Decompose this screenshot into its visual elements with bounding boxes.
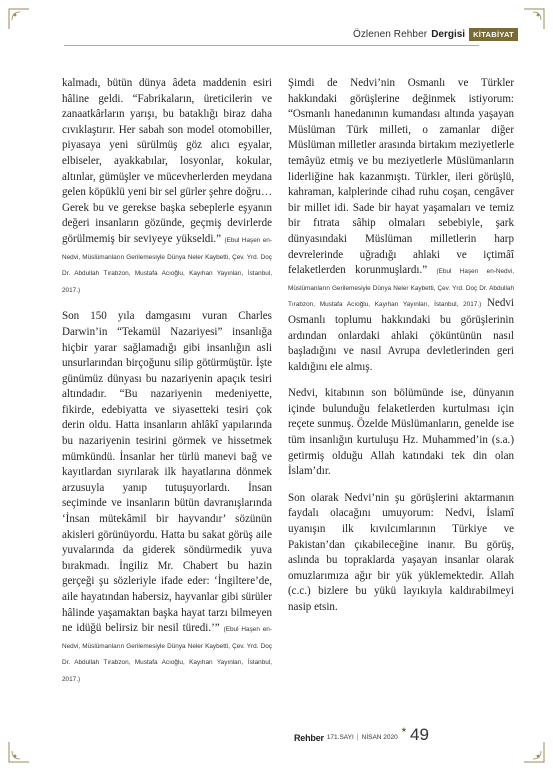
right-column [288, 76, 514, 627]
paragraph [62, 76, 272, 298]
corner-ornament-bottom-left-icon [8, 741, 30, 763]
issue-date: NİSAN 2020 [361, 734, 398, 741]
page-footer [294, 725, 429, 743]
paragraph [288, 76, 514, 375]
paragraph-text: kalmadı, bütün dünya âdeta maddenin esiri hâline geldi. “Fabrikaların, üreticilerin ve zanaatkârların yarışı, bu bataklığı biraz daha cıvıklaştırır. Her sabah son model otomobiller, piyasaya yeni sürülmüş göz alıcı eşyalar, elbiseler, ayakkabılar, losyonlar, kokular, altınlar, gümüşler ve mücevherlerden meydana gelen köpüklü yeni bir sel gürler şehre doğru… Gerek bu ve gerekse başka sebeplerle eşyanın değeri insanların gözünde, geçmiş devirlerde görülmemiş bir seviyeye yükseldi.” [62, 77, 272, 245]
footer-separator: | [356, 734, 359, 741]
citation: (Ebul Haşen en-Nedvi, Müslümanların Gerilemesiyle Dünya Neler Kaybetti, Çev. Yrd. Doç Dr. Abdullah Tırabzon, Mustafa Acıoğlu, Kayıhan Yayınları, İstanbul, 2017.) [288, 268, 515, 309]
paragraph-text: Son 150 yıla damgasını vuran Charles Darwin’in “Tekamül Nazariyesi” insanlığa hiçbir yarar sağlamadığı gibi insanlığın asli unsurlarından birçoğunu silip götürmüştür. İşte günümüz dünyası bu nazariyenin apaçık tesiri altındadır. “Bu nazariyenin medeniyette, fikirde, edebiyatta ve siyasetteki tesiri çok derin oldu. Hatta insanların ahlâkî yapılarında bu nazariyenin tesirini görmek ve hissetmek mümkündü. İnsanlar her türlü manevi bağ ve kayıtlardan sıyrılarak ilk hayatlarına dönmek arzusuyla yanıp tutuşuyorlardı. İnsan seçiminde ve insanların bütün davranışlarında ‘İnsan mütekâmil bir hayvandır’ sözünün akisleri görünüyordu. Hatta bu sakat görüş aile yuvalarında da giderek söndürmedik yuva bırakmadı. İngiliz Mr. Chabert bu hazin gerçeği şu sözleriyle ifade eder: ‘İngiltere’de, aile hayatından habersiz, hayvanlar gibi sürüler hâlinde yaşamaktan başka hayat tarzı bilmeyen ne idüğü belirsiz bir nesil türedi.’” [62, 310, 272, 635]
page-number: 49 [410, 725, 429, 744]
corner-ornament-top-left-icon [8, 8, 30, 30]
magazine-name: Özlenen Rehber [352, 28, 428, 40]
issue-number: 171.SAYI [326, 734, 354, 741]
citation: (Ebul Haşen en-Nedvi, Müslümanların Gerilemesiyle Dünya Neler Kaybetti, Çev. Yrd. Doç Dr. Abdullah Tırabzon, Mustafa Acıoğlu, Kayıhan Yayınları, İstanbul, 2017.) [62, 626, 272, 683]
paragraph [288, 386, 514, 480]
corner-ornament-top-right-icon [523, 8, 545, 30]
citation: (Ebul Haşen en-Nedvi, Müslümanların Gerilemesiyle Dünya Neler Kaybetti, Çev. Yrd. Doç Dr. Abdullah Tırabzon, Mustafa Acıoğlu, Kayıhan Yayınları, İstanbul, 2017.) [62, 236, 272, 294]
star-icon: ★ [400, 726, 408, 734]
header-divider [64, 45, 479, 46]
paragraph [62, 309, 272, 687]
magazine-name-bold: Dergisi [431, 28, 466, 40]
paragraph [288, 491, 514, 616]
magazine-logo: Rehber [294, 733, 324, 743]
left-column [62, 76, 272, 699]
corner-ornament-bottom-right-icon [523, 741, 545, 763]
paragraph-text: Nedvi, kitabının son bölümünde ise, dünyanın içinde bulunduğu felaketlerden kurtulması için reçete sunmuş. Özelde Müslümanların, genelde ise tüm insanlığın kurtuluşu Hz. Muhammed’in (s.a.) getirmiş olduğu Allah katındaki tek din olan İslam’dır. [288, 387, 514, 478]
paragraph-text: Şimdi de Nedvi’nin Osmanlı ve Türkler hakkındaki görüşlerine değinmek istiyorum: “Osmanlı hanedanının kumandası altında yaşayan Müslüman Türk milleti, o zamanlar diğer Müslüman milletler arasında birtakım meziyetlerle temâyüz etmiş ve bu meziyetlerle Müslümanların liderliğine hak kazanmıştı. Türkler, ileri görüşlü, kahraman, kalplerinde cihad ruhu coşan, cengâver bir millet idi. Sade bir hayat yaşamaları ve temiz bir fıtrata sâhip olmaları sebebiyle, şark dünyasındaki Müslüman milletlerin harp devrelerinde uğradığı ahlaki ve içtimâî felaketlerden korunmuşlardı.” [288, 77, 514, 277]
page-header [353, 27, 518, 41]
section-tag: KİTABİYAT [469, 28, 518, 41]
paragraph-text: Son olarak Nedvi’nin şu görüşlerini aktarmanın faydalı olacağını umuyorum: Nedvi, İslamî uyanışın ilk kıvılcımlarının Türkiye ve Pakistan’dan çıkabileceğine inanır. Bu görüş, aslında bu topraklarda yaşayan insanlar olarak omuzlarımıza ağır bir yük yüklemektedir. Allah (c.c.) bizlere bu yükü layıkıyla kaldırabilmeyi nasip etsin. [288, 491, 514, 613]
paragraph-text: Nedvi Osmanlı toplumu hakkındaki bu görüşlerinin ardından onlardaki ahlaki çöküntünün nasıl başladığını ve nasıl Avrupa devletlerinden geri kaldığını ele almış. [288, 297, 514, 373]
